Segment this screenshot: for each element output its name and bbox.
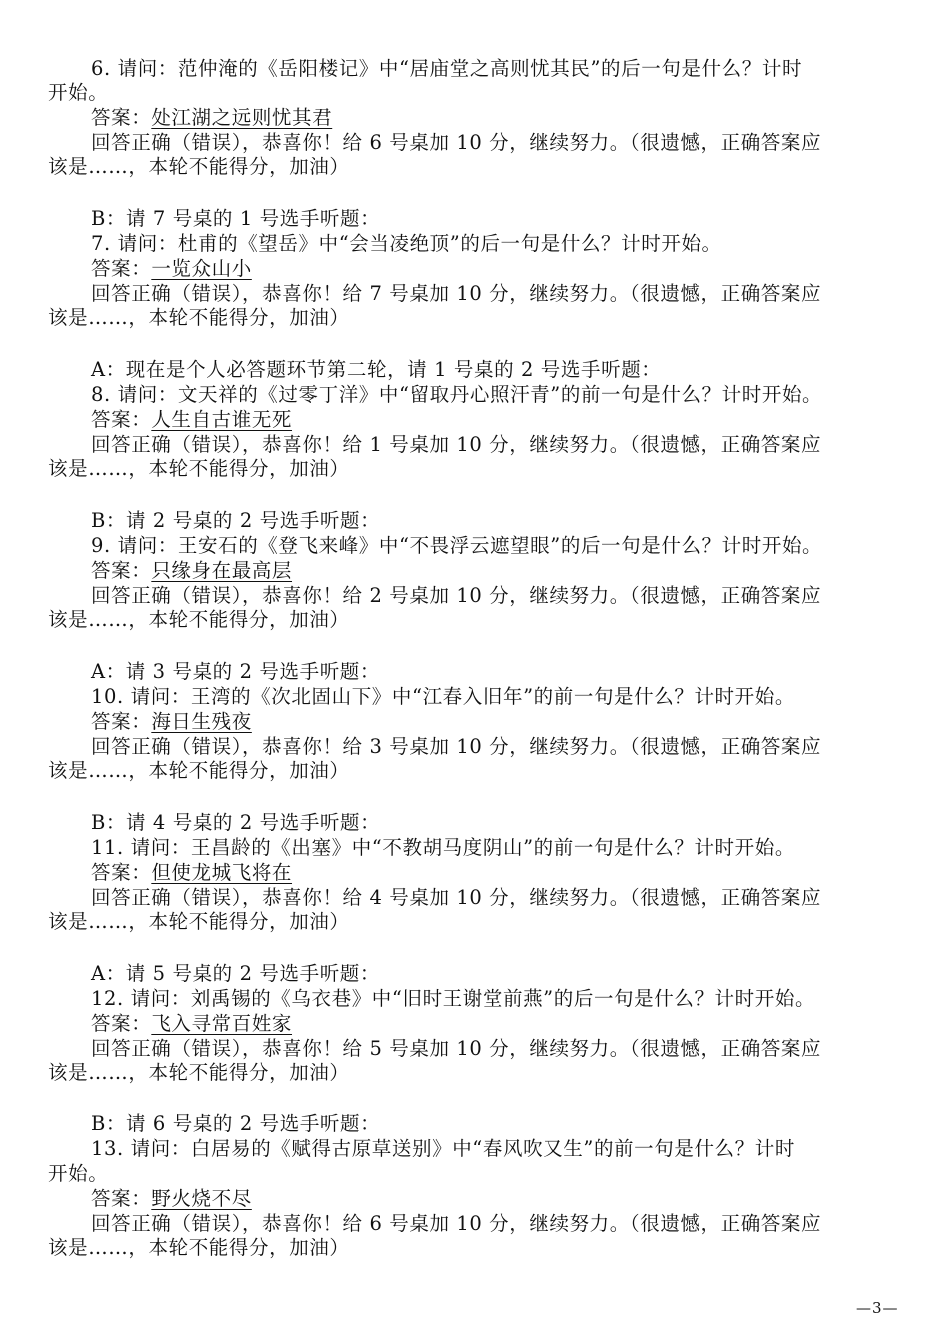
- answer-label: 答案：: [91, 408, 152, 431]
- answer-line: [91, 1011, 292, 1036]
- response-text: 回答正确（错误），恭喜你！给 4 号桌加 10 分，继续努力。（很遗憾，正确答案应: [91, 886, 822, 909]
- answer-text: 一览众山小: [151, 257, 252, 280]
- response-text-continued: 该是……，本轮不能得分，加油）: [48, 306, 350, 329]
- answer-label: 答案：: [91, 1012, 152, 1035]
- host-intro: A：请 5 号桌的 2 号选手听题：: [91, 962, 380, 985]
- response-text: 回答正确（错误），恭喜你！给 1 号桌加 10 分，继续努力。（很遗憾，正确答案应: [91, 433, 822, 456]
- question-text: 8. 请问：文天祥的《过零丁洋》中“留取丹心照汗青”的前一句是什么？计时开始。: [91, 383, 823, 406]
- response-text-continued: 该是……，本轮不能得分，加油）: [48, 457, 350, 480]
- response-text-continued: 该是……，本轮不能得分，加油）: [48, 1236, 350, 1259]
- answer-label: 答案：: [91, 861, 152, 884]
- host-intro: B：请 6 号桌的 2 号选手听题：: [91, 1112, 381, 1135]
- host-intro: B：请 7 号桌的 1 号选手听题：: [91, 207, 381, 230]
- host-intro: B：请 4 号桌的 2 号选手听题：: [91, 811, 381, 834]
- response-text: 回答正确（错误），恭喜你！给 6 号桌加 10 分，继续努力。（很遗憾，正确答案应: [91, 131, 822, 154]
- page-number: —3—: [856, 1299, 899, 1317]
- response-text: 回答正确（错误），恭喜你！给 5 号桌加 10 分，继续努力。（很遗憾，正确答案应: [91, 1037, 822, 1060]
- host-intro: B：请 2 号桌的 2 号选手听题：: [91, 509, 381, 532]
- question-text: 6. 请问：范仲淹的《岳阳楼记》中“居庙堂之高则忧其民”的后一句是什么？计时: [91, 57, 803, 80]
- question-text: 9. 请问：王安石的《登飞来峰》中“不畏浮云遮望眼”的后一句是什么？计时开始。: [91, 534, 823, 557]
- response-text-continued: 该是……，本轮不能得分，加油）: [48, 910, 350, 933]
- answer-line: [91, 709, 252, 734]
- response-text: 回答正确（错误），恭喜你！给 6 号桌加 10 分，继续努力。（很遗憾，正确答案应: [91, 1212, 822, 1235]
- answer-label: 答案：: [91, 1187, 152, 1210]
- answer-text: 野火烧不尽: [151, 1187, 252, 1210]
- answer-text: 飞入寻常百姓家: [151, 1012, 293, 1035]
- answer-line: [91, 256, 252, 281]
- answer-text: 但使龙城飞将在: [151, 861, 293, 884]
- response-text-continued: 该是……，本轮不能得分，加油）: [48, 608, 350, 631]
- answer-label: 答案：: [91, 559, 152, 582]
- answer-label: 答案：: [91, 257, 152, 280]
- question-text: 7. 请问：杜甫的《望岳》中“会当凌绝顶”的后一句是什么？计时开始。: [91, 232, 722, 255]
- response-text-continued: 该是……，本轮不能得分，加油）: [48, 759, 350, 782]
- answer-text: 人生自古谁无死: [151, 408, 293, 431]
- response-text: 回答正确（错误），恭喜你！给 2 号桌加 10 分，继续努力。（很遗憾，正确答案应: [91, 584, 822, 607]
- answer-line: [91, 558, 292, 583]
- answer-line: [91, 407, 292, 432]
- answer-label: 答案：: [91, 106, 152, 129]
- answer-line: [91, 860, 292, 885]
- response-text: 回答正确（错误），恭喜你！给 7 号桌加 10 分，继续努力。（很遗憾，正确答案应: [91, 282, 822, 305]
- question-text: 12. 请问：刘禹锡的《乌衣巷》中“旧时王谢堂前燕”的后一句是什么？计时开始。: [91, 987, 816, 1010]
- answer-label: 答案：: [91, 710, 152, 733]
- question-text: 10. 请问：王湾的《次北固山下》中“江春入旧年”的前一句是什么？计时开始。: [91, 685, 795, 708]
- answer-text: 海日生残夜: [151, 710, 252, 733]
- response-text-continued: 该是……，本轮不能得分，加油）: [48, 1061, 350, 1084]
- response-text-continued: 该是……，本轮不能得分，加油）: [48, 155, 350, 178]
- response-text: 回答正确（错误），恭喜你！给 3 号桌加 10 分，继续努力。（很遗憾，正确答案应: [91, 735, 822, 758]
- answer-line: [91, 105, 332, 130]
- question-text-continued: 开始。: [48, 1162, 109, 1185]
- answer-line: [91, 1186, 252, 1211]
- answer-text: 处江湖之远则忧其君: [151, 106, 333, 129]
- answer-text: 只缘身在最高层: [151, 559, 293, 582]
- host-intro: A：请 3 号桌的 2 号选手听题：: [91, 660, 380, 683]
- host-intro: A：现在是个人必答题环节第二轮，请 1 号桌的 2 号选手听题：: [91, 358, 662, 381]
- question-text: 13. 请问：白居易的《赋得古原草送别》中“春风吹又生”的前一句是什么？计时: [91, 1137, 795, 1160]
- question-text: 11. 请问：王昌龄的《出塞》中“不教胡马度阴山”的前一句是什么？计时开始。: [91, 836, 795, 859]
- question-text-continued: 开始。: [48, 81, 109, 104]
